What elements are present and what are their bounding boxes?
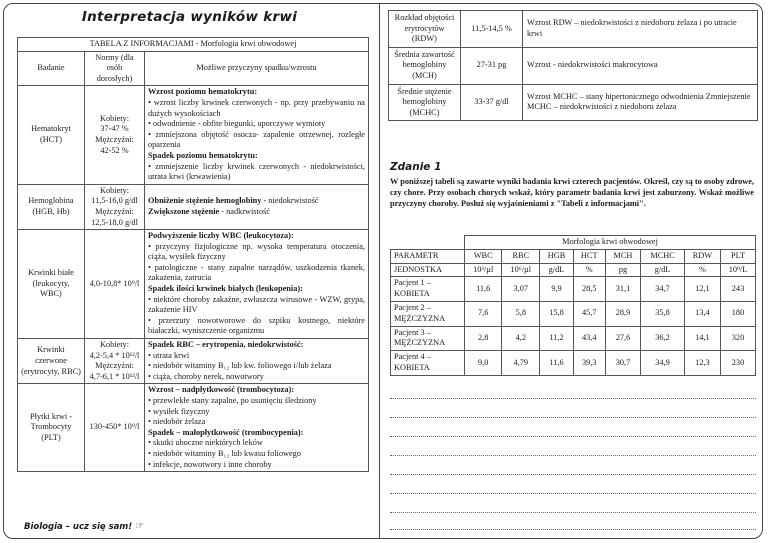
footer-text: Biologia – ucz się sam! <box>24 522 133 532</box>
value-cell: 39,3 <box>573 351 605 376</box>
value-cell: 243 <box>720 277 755 302</box>
value-cell: 13,4 <box>684 301 720 326</box>
cause-item: • skutki uboczne niektórych leków <box>148 438 263 448</box>
cause-item: • wysiłek fizyczny <box>148 406 210 416</box>
answer-line[interactable] <box>390 529 756 530</box>
unit-cell: 10³/µl <box>465 263 502 277</box>
row-norms <box>85 184 145 229</box>
row-name: Krwinki czerwone (erytrocyty, RBC) <box>18 339 85 384</box>
row-description <box>145 384 369 472</box>
value-cell: 15,8 <box>540 301 573 326</box>
row-norm: 11,5-14,5 % <box>461 11 523 48</box>
info-table <box>17 37 369 472</box>
unit-cell: g/dL <box>641 263 685 277</box>
table-row <box>18 339 369 384</box>
cause-heading: Wzrost poziomu hematokrytu: <box>148 87 258 97</box>
header-badanie: Badanie <box>18 51 85 86</box>
row-norms <box>85 384 145 472</box>
row-description: Wzrost MCHC – stany hipertonicznego odwodnienia Zmniejszenie MCHC – niedokrwistości z niedoboru żelaza <box>523 84 758 121</box>
param-cell: MCHC <box>641 249 685 263</box>
cause-item: • niedobór witaminy B₁₂ lub kw. foliowego i/lub żelaza <box>148 361 332 371</box>
row-norm: 33-37 g/dl <box>461 84 523 121</box>
row-description <box>145 230 369 339</box>
cause-heading: Obniżenie stężenie hemoglobiny <box>148 196 262 206</box>
value-cell: 7,6 <box>465 301 502 326</box>
cause-item: • zmniejszona objętość osocza- zapalenie otrzewnej, rozległe oparzenia <box>148 129 365 150</box>
unit-cell: pg <box>605 263 640 277</box>
cause-item: • niedobór witaminy B₁₂ lub kwasu foliowego <box>148 448 301 458</box>
header-normy: Normy (dla osób dorosłych) <box>85 51 145 86</box>
cause-heading: Zwiększone stężenie <box>148 206 220 216</box>
value-cell: 11,6 <box>540 351 573 376</box>
column-separator <box>379 4 380 538</box>
value-cell: 43,4 <box>573 326 605 351</box>
cause-heading: Spadek ilości krwinek białych (leukopenia): <box>148 284 303 294</box>
patient-row <box>391 277 756 302</box>
answer-line[interactable] <box>390 493 756 494</box>
table-row <box>18 184 369 229</box>
value-cell: 45,7 <box>573 301 605 326</box>
row-name: Średnia zawartość hemoglobiny (MCH) <box>389 47 461 84</box>
unit-cell: % <box>573 263 605 277</box>
value-cell: 31,1 <box>605 277 640 302</box>
patient-label: Pacjent 1 – KOBIETA <box>391 277 465 302</box>
patient-row <box>391 301 756 326</box>
unit-row <box>391 263 756 277</box>
cause-text: - niedokrwistość <box>261 196 319 206</box>
value-cell: 9,0 <box>465 351 502 376</box>
answer-line[interactable] <box>390 455 756 456</box>
answer-line[interactable] <box>390 417 756 418</box>
norm-line: Kobiety: <box>99 340 130 350</box>
cause-heading: Spadek – małopłytkowość (trombocypenia): <box>148 427 304 437</box>
norm-line: 12,5-18,0 g/dl <box>91 217 138 227</box>
unit-cell: 10⁶/µl <box>502 263 540 277</box>
cause-item: • ciąża, choroby nerek, nowotwory <box>148 371 264 381</box>
row-norms <box>85 339 145 384</box>
value-cell: 28,9 <box>605 301 640 326</box>
norm-line: Kobiety: <box>99 113 130 123</box>
param-cell: WBC <box>465 249 502 263</box>
cause-item: • przerzuty nowotworowe do szpiku kostnego, niektóre białaczki, wyniszczenie organizmu <box>148 315 365 336</box>
cause-item: • przyczyny fizjologiczne np. wysoka temperatura otoczenia, ciąża, wysiłek fizyczny <box>148 241 365 262</box>
page-title: Interpretacja wyników krwi <box>81 9 298 25</box>
table-row <box>18 384 369 472</box>
answer-line[interactable] <box>390 474 756 475</box>
norm-line: Kobiety: <box>99 185 130 195</box>
cause-heading: Spadek poziomu hematokrytu: <box>148 150 258 160</box>
value-cell: 11,6 <box>465 277 502 302</box>
cause-heading: Spadek RBC – erytropenia, <box>148 340 246 350</box>
value-cell: 9,9 <box>540 277 573 302</box>
param-cell: RBC <box>502 249 540 263</box>
answer-line[interactable] <box>390 436 756 437</box>
unit-cell: 10⁹/L <box>720 263 755 277</box>
cause-heading: Podwyższenie liczby WBC (leukocytoza): <box>148 231 294 241</box>
value-cell: 14,1 <box>684 326 720 351</box>
row-name: Hemoglobina (HGB, Hb) <box>18 184 85 229</box>
info-table-caption: TABELA Z INFORMACJAMI - Morfologia krwi obwodowej <box>18 38 369 52</box>
row-name: Średnie stężenie hemoglobiny (MCHC) <box>389 84 461 121</box>
value-cell: 230 <box>720 351 755 376</box>
norm-line: 130-450* 10⁹/l <box>89 422 140 432</box>
row-name: Rozkład objętości erytrocytów (RDW) <box>389 11 461 48</box>
value-cell: 2,8 <box>465 326 502 351</box>
patient-label: Pacjent 4 – KOBIETA <box>391 351 465 376</box>
param-header: PARAMETR <box>391 249 465 263</box>
value-cell: 320 <box>720 326 755 351</box>
param-cell: HGB <box>540 249 573 263</box>
unit-cell: % <box>684 263 720 277</box>
norm-line: Mężczyźni: <box>95 206 134 216</box>
cause-item: • przewlekłe stany zapalne, po usunięciu śledziony <box>148 396 317 405</box>
param-row <box>391 249 756 263</box>
table-row <box>18 86 369 184</box>
table-group-title: Morfologia krwi obwodowej <box>465 236 756 250</box>
value-cell: 12,3 <box>684 351 720 376</box>
value-cell: 12,1 <box>684 277 720 302</box>
cause-item: • niedobór żelaza <box>148 417 206 427</box>
answer-line[interactable] <box>390 512 756 513</box>
cause-item: • odwodnienie - obfite biegunki, uporczywe wymioty <box>148 119 326 129</box>
patient-label: Pacjent 2 – MĘŻCZYZNA <box>391 301 465 326</box>
row-norms <box>85 86 145 184</box>
table-row <box>18 230 369 339</box>
table-row <box>389 84 758 121</box>
row-name: Płytki krwi - Trombocyty (PLT) <box>18 384 85 472</box>
cause-text: niedokrwistość: <box>245 340 304 350</box>
norm-line: Mężczyźni: <box>95 361 134 371</box>
cause-line <box>148 340 365 351</box>
cause-heading: Wzrost – nadpłytkowość (trombocytoza): <box>148 385 295 395</box>
value-cell: 36,2 <box>641 326 685 351</box>
value-cell: 4,2 <box>502 326 540 351</box>
unit-header: JEDNOSTKA <box>391 263 465 277</box>
row-norm: 27-31 pg <box>461 47 523 84</box>
value-cell: 30,7 <box>605 351 640 376</box>
value-cell: 4,79 <box>502 351 540 376</box>
cause-item: • utrata krwi <box>148 350 190 360</box>
norm-line: 37-47 % <box>100 124 129 134</box>
header-przyczyny: Możliwe przyczyny spadku/wzrostu <box>145 51 369 86</box>
hand-pointing-icon: ☞ <box>135 521 145 532</box>
norm-line: 4,0-10,8* 10⁹/l <box>89 278 140 288</box>
value-cell: 27,6 <box>605 326 640 351</box>
value-cell: 34,9 <box>641 351 685 376</box>
unit-cell: g/dL <box>540 263 573 277</box>
value-cell: 11,2 <box>540 326 573 351</box>
value-cell: 5,8 <box>502 301 540 326</box>
task-title: Zdanie 1 <box>390 161 442 173</box>
task-text: W poniższej tabeli są zawarte wyniki badania krwi czterech pacjentów. Określ, czy są to osoby zdrowe, czy chore. Przy osobach chorych wskaż, który parametr badania krwi jest zaburzony. Wskaż możliwe przyczyny choroby. Posłuż się wyjaśnieniami z "Tabeli z informacjami". <box>390 177 754 208</box>
param-cell: MCH <box>605 249 640 263</box>
cause-line <box>148 207 365 218</box>
param-cell: RDW <box>684 249 720 263</box>
row-description: Wzrost - niedokrwistości makrocytowa <box>523 47 758 84</box>
value-cell: 28,5 <box>573 277 605 302</box>
empty-corner <box>391 236 465 250</box>
row-name: Krwinki białe (leukocyty, WBC) <box>18 230 85 339</box>
row-description <box>145 339 369 384</box>
value-cell: 180 <box>720 301 755 326</box>
cause-item: • patologiczne - stany zapalne narządów, uszkodzenia tkanek, zakażenia, zatrucia <box>148 262 365 283</box>
cause-line <box>148 196 365 207</box>
row-description: Wzrost RDW – niedokrwistości z niedoboru żelaza i po utracie krwi <box>523 11 758 48</box>
norm-line: 4,7-6,1 * 10¹²/l <box>89 371 140 381</box>
patient-row <box>391 351 756 376</box>
cause-text: - nadkrwistość <box>219 206 270 216</box>
row-description <box>145 184 369 229</box>
patient-results-table <box>390 235 756 376</box>
footer <box>24 521 144 532</box>
value-cell: 3,07 <box>502 277 540 302</box>
row-description <box>145 86 369 184</box>
value-cell: 34,7 <box>641 277 685 302</box>
row-norms <box>85 230 145 339</box>
row-name: Hematokryt (HCT) <box>18 86 85 184</box>
cause-item: • niektóre choroby zakaźne, zwłaszcza wirusowe - WZW, grypa, zakażenie HIV <box>148 294 365 315</box>
param-cell: HCT <box>573 249 605 263</box>
norm-line: 42-52 % <box>100 145 129 155</box>
value-cell: 35,8 <box>641 301 685 326</box>
cause-item: • infekcje, nowotwory i inne choroby <box>148 459 272 469</box>
patient-row <box>391 326 756 351</box>
patient-label: Pacjent 3 – MĘŻCZYZNA <box>391 326 465 351</box>
norm-line: Mężczyźni: <box>95 135 134 145</box>
cause-item: • wzrost liczby krwinek czerwonych - np. przy przebywaniu na dużych wysokościach <box>148 97 365 118</box>
norm-line: 11,5-16,0 g/dl <box>91 196 138 206</box>
param-cell: PLT <box>720 249 755 263</box>
norm-line: 4,2-5,4 * 10¹²/l <box>89 350 140 360</box>
answer-line[interactable] <box>390 398 756 399</box>
table-row <box>389 11 758 48</box>
cause-item: • zmniejszenie liczby krwinek czerwonych - niedokrwistości, utrata krwi (krwawienia) <box>148 161 365 182</box>
table-row <box>389 47 758 84</box>
info-table-continued <box>388 10 758 121</box>
